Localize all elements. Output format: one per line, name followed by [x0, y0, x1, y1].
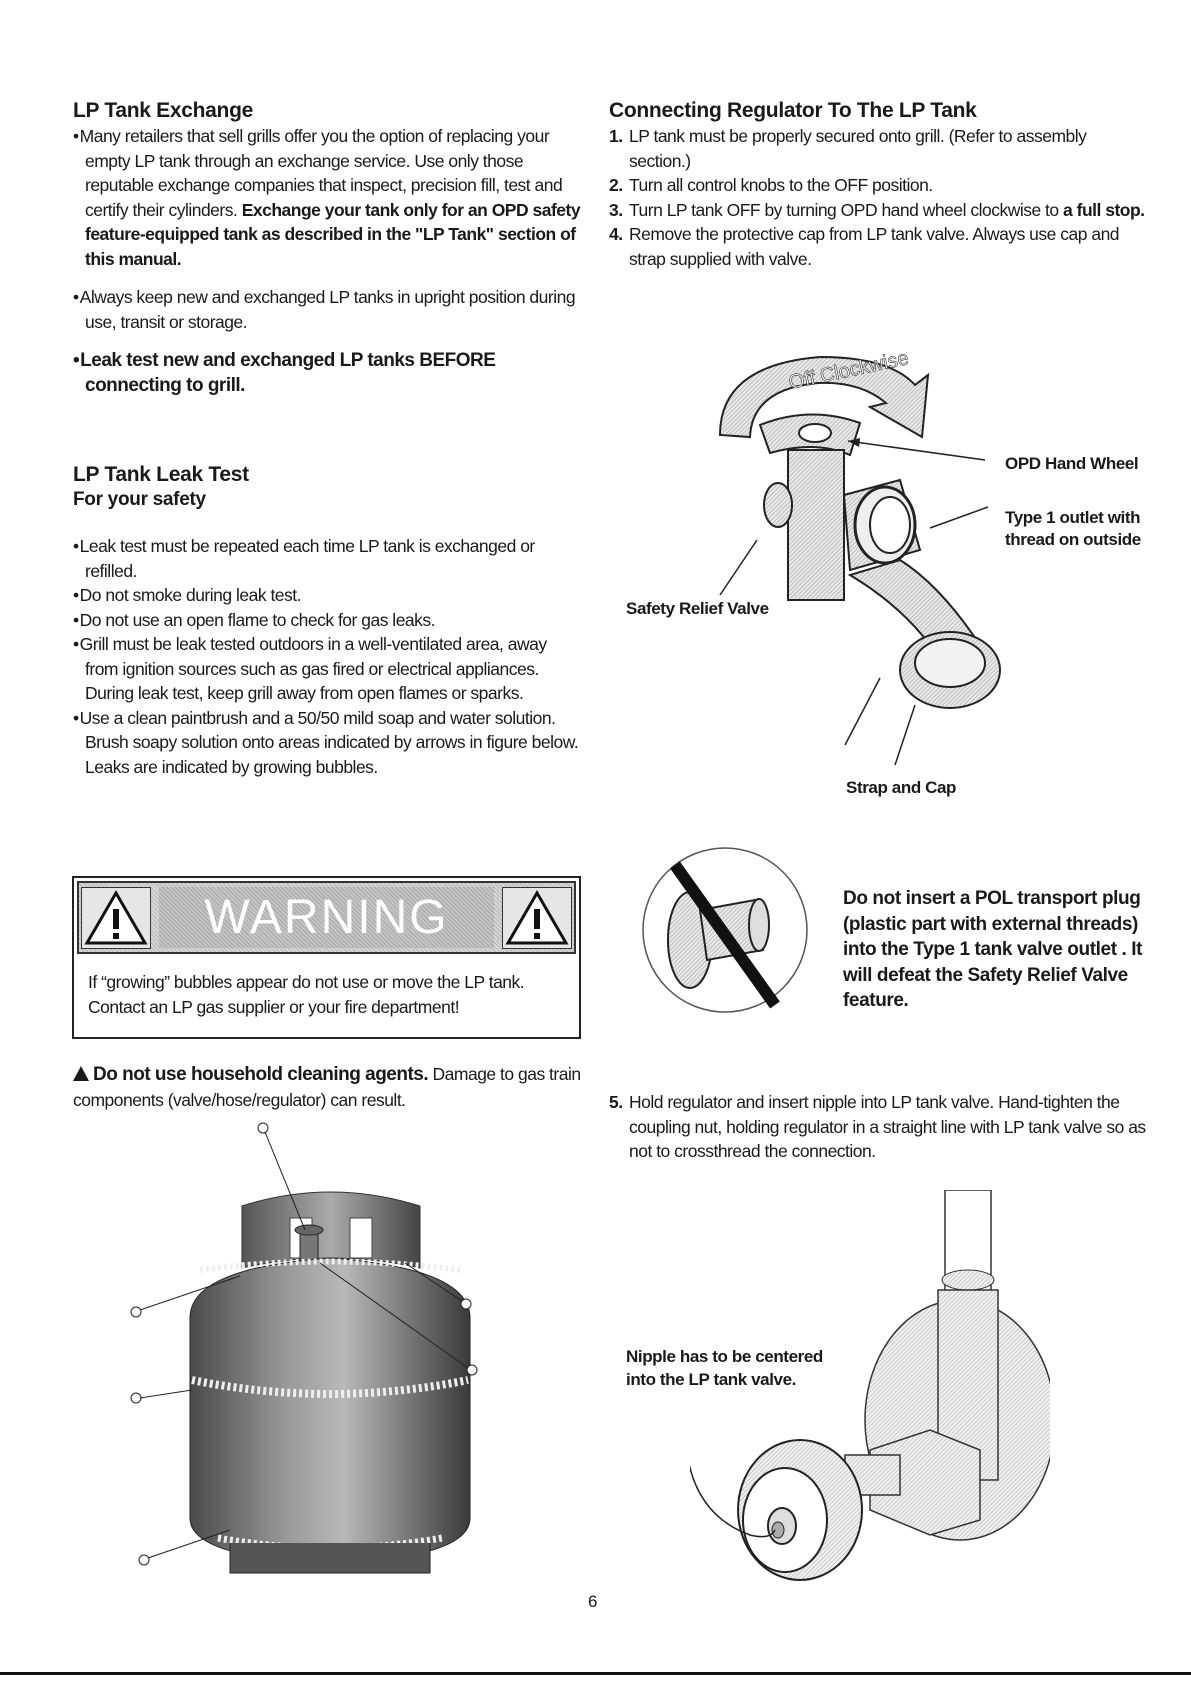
step-bold: a full stop. — [1063, 199, 1145, 220]
step-5-block — [609, 1090, 1149, 1164]
connecting-steps — [609, 124, 1149, 271]
left-column — [73, 98, 583, 779]
caution-triangle-icon — [73, 1066, 89, 1081]
step-number: 2. — [609, 175, 623, 195]
leak-bullet-3: • Do not use an open flame to check for gas leaks. — [73, 608, 583, 633]
tank-valve-illustration — [700, 345, 1040, 765]
warning-title: WARNING — [159, 887, 494, 948]
exchange-bullet-1 — [73, 124, 583, 271]
leak-bullet-1: • Leak test must be repeated each time LP tank is exchanged or refilled. — [73, 534, 583, 583]
step-text: Turn LP tank OFF by turning OPD hand wheel clockwise to — [629, 199, 1064, 220]
nipple-label-line2: into the LP tank valve. — [626, 1370, 796, 1389]
opd-hand-wheel-label: OPD Hand Wheel — [1005, 454, 1139, 473]
step-number: 1. — [609, 126, 623, 146]
leak-test-subtitle: For your safety — [73, 489, 206, 510]
leak-bullet-4: • Grill must be leak tested outdoors in a well-ventilated area, away from ignition sources such as gas fired or electrical appliances. During leak test, keep grill away from open flames or sparks. — [73, 632, 583, 706]
step-text: Turn all control knobs to the OFF position. — [629, 175, 933, 195]
step-4 — [609, 222, 1149, 271]
step-text: Remove the protective cap from LP tank valve. Always use cap and strap supplied with valve. — [629, 224, 1120, 269]
type1-outlet-label-line1: Type 1 outlet with — [1005, 508, 1141, 527]
strap-and-cap-label: Strap and Cap — [846, 778, 957, 797]
step-5 — [609, 1090, 1149, 1164]
nipple-label-line1: Nipple has to be centered — [626, 1347, 823, 1366]
right-column — [609, 98, 1149, 271]
caution-bold: Do not use household cleaning agents. — [93, 1064, 429, 1085]
lp-tank-illustration — [130, 1118, 530, 1578]
connecting-steps-continued — [609, 1090, 1149, 1164]
leak-test-heading: LP Tank Leak Test — [73, 463, 249, 486]
step-1 — [609, 124, 1149, 173]
warning-triangle-icon — [502, 887, 572, 949]
warning-text: If “growing” bubbles appear do not use or move the LP tank. Contact an LP gas supplier or your fire department! — [88, 972, 525, 1017]
type1-outlet-label-line2: thread on outside — [1005, 530, 1141, 549]
caution-paragraph — [73, 1062, 583, 1112]
exchange-bullet-3: • Leak test new and exchanged LP tanks BEFORE connecting to grill. — [73, 348, 583, 398]
warning-box — [72, 876, 581, 1039]
pol-plug-prohibited-illustration — [635, 845, 815, 1015]
connecting-heading: Connecting Regulator To The LP Tank — [609, 99, 977, 122]
step-text: Hold regulator and insert nipple into LP tank valve. Hand-tighten the coupling nut, holding regulator in a straight line with LP tank valve so as not to crossthread the connection. — [629, 1092, 1146, 1161]
safety-relief-valve-label: Safety Relief Valve — [626, 599, 769, 618]
step-2 — [609, 173, 1149, 198]
exchange-heading: LP Tank Exchange — [73, 99, 253, 122]
warning-triangle-icon — [81, 887, 151, 949]
exchange-bullets — [73, 124, 583, 398]
exchange-bullet-2: • Always keep new and exchanged LP tanks in upright position during use, transit or storage. — [73, 285, 583, 334]
off-clockwise-label: Off Clockwise — [786, 347, 911, 395]
leak-test-bullets — [73, 534, 583, 779]
caution-note — [73, 1062, 583, 1112]
step-number: 4. — [609, 224, 623, 244]
step-number: 3. — [609, 199, 623, 220]
leak-bullet-5: • Use a clean paintbrush and a 50/50 mild soap and water solution. Brush soapy solution onto areas indicated by arrows in figure below. Leaks are indicated by growing bubbles. — [73, 706, 583, 780]
exchange-bullet-1-text: Many retailers that sell grills offer you the option of replacing your empty LP tank through an exchange service. Use only those reputable exchange companies that inspect, precision fill, test and certify their cylinders. — [79, 126, 563, 220]
exchange-bullet-1-bold: Exchange your tank only for an OPD safety feature-equipped tank as described in the "LP Tank" section of this manual. — [85, 199, 581, 269]
page-number: 6 — [588, 1592, 598, 1611]
bottom-rule — [0, 1672, 1191, 1675]
step-3 — [609, 198, 1149, 223]
caution-text: Damage to gas train components (valve/hose/regulator) can result. — [73, 1064, 581, 1110]
leak-bullet-2: • Do not smoke during leak test. — [73, 583, 583, 608]
step-text: LP tank must be properly secured onto grill. (Refer to assembly section.) — [629, 126, 1087, 171]
warning-banner — [77, 881, 576, 954]
pol-plug-warning: Do not insert a POL transport plug (plastic part with external threads) into the Type 1 tank valve outlet . It will defeat the Safety Relief Valve feature. — [843, 888, 1143, 1011]
step-number: 5. — [609, 1092, 623, 1112]
